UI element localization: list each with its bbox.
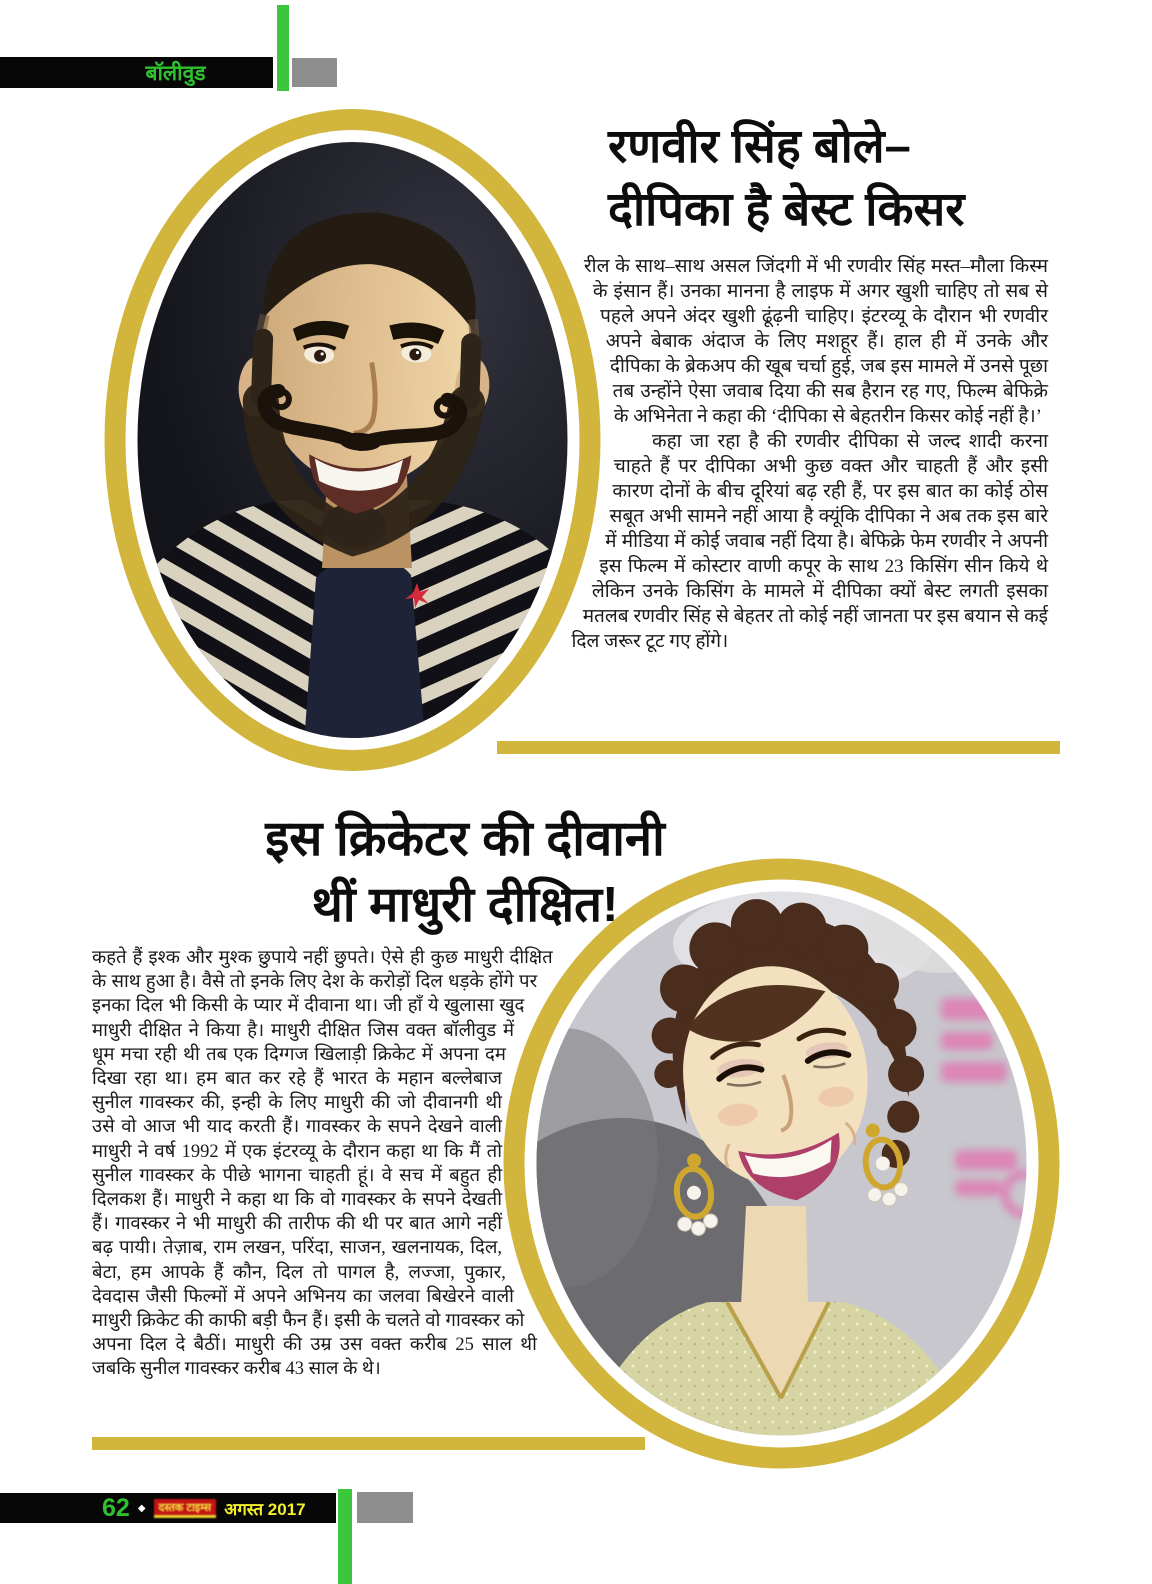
article1-headline (608, 114, 1068, 240)
magazine-logo: दस्तक टाइम्स (154, 1499, 217, 1518)
ranveer-singh-photo (104, 108, 601, 772)
section-label: बॉलीवुड (145, 61, 206, 85)
footer-bar (0, 1493, 336, 1523)
article1-paragraph-1: रील के साथ–साथ असल जिंदगी में भी रणवीर सिंह मस्त–मौला किस्म के इंसान हैं। उनका मानना है लाइफ में अगर खुशी चाहिए तो सब से पहले अपने अंदर खुशी ढूंढ़नी चाहिए। इंटरव्यू के दौरान भी रणवीर अपने बेबाक अंदाज के लिए मशहूर हैं। हाल ही में उनके और दीपिका के ब्रेकअप की खूब चर्चा हुई, जब इस मामले में उनसे पूछा तब उन्होंने ऐसा जवाब दिया की सब हैरान रह गए, फिल्म बेफिक्रे के अभिनेता ने कहा की ‘दीपिका से बेहतरीन किसर कोई नहीं है।’ (583, 256, 1048, 427)
page-number: 62 (102, 1494, 130, 1522)
article2-paragraph-1: कहते हैं इश्क और मुश्क छुपाये नहीं छुपते। ऐसे ही कुछ माधुरी दीक्षित के साथ हुआ है। वैसे तो इनके लिए देश के करोड़ों दिल धड़के होंगे पर इनका दिल भी किसी के प्यार में दीवाना था। जी हाँ ये खुलासा खुद माधुरी दीक्षित ने किया है। माधुरी दीक्षित जिस वक्त बॉलीवुड में धूम मचा रही थी तब एक दिग्गज खिलाड़ी क्रिकेट में अपना दम दिखा रहा था। हम बात कर रहे हैं भारत के महान बल्लेबाज सुनील गावस्कर की, इन्ही के लिए माधुरी की जो दीवानगी थी उसे वो आज भी याद करती हैं। गावस्कर के सपने देखने वाली माधुरी ने वर्ष 1992 में एक इंटरव्यू के दौरान कहा था कि मैं तो सुनील गावस्कर के पीछे भागना चाहती हूं। वे सच में बहुत ही दिलकश हैं। माधुरी ने कहा था कि वो गावस्कर के सपने देखती हैं। गावस्कर ने भी माधुरी की तारीफ की थी पर बात आगे नहीं बढ़ पायी। तेज़ाब, राम लखन, परिंदा, साजन, खलनायक, दिल, बेटा, हम आपके हैं कौन, दिल तो पागल है, लज्जा, पुकार, देवदास जैसी फिल्मों में अपने अभिनय का जलवा बिखेरने वाली माधुरी क्रिकेट की काफी बड़ी फैन हैं। इसी के चलते वो गावस्कर को अपना दिल दे बैठीं। माधुरी की उम्र उस वक्त करीब 25 साल थी जबकि सुनील गावस्कर करीब 43 साल के थे। (92, 948, 553, 1380)
header-section-bar (0, 57, 273, 88)
diamond-separator-icon: ◆ (137, 1502, 146, 1514)
article1-headline-line1: रणवीर सिंह बोले– (608, 119, 911, 172)
footer-gray-accent-rect (357, 1492, 413, 1523)
header-green-accent-bar (277, 5, 289, 91)
footer-green-accent-bar (338, 1489, 352, 1584)
article2-headline-line1: इस क्रिकेटर की दीवानी (265, 812, 665, 866)
article2-headline-line2: थीं माधुरी दीक्षित! (311, 878, 619, 932)
article1-paragraph-2: कहा जा रहा है की रणवीर दीपिका से जल्द शादी करना चाहते हैं पर दीपिका अभी कुछ वक्त और चाहती हैं और इसी कारण दोनों के बीच दूरियां बढ़ रही हैं, पर इस बात का कोई ठोस सबूत अभी सामने नहीं आया है क्यूंकि दीपिका ने अब तक इस बारे में मीडिया में कोई जवाब नहीं दिया है। बेफिक्रे फेम रणवीर ने अपनी इस फिल्म में कोस्टार वाणी कपूर के साथ 23 किसिंग सीन किये थे लेकिन उनके किसिंग के मामले में दीपिका क्यों बेस्ट लगती इसका मतलब रणवीर सिंह से बेहतर तो कोई नहीं जानता पर इस बयान से कई दिल जरूर टूट गए होंगे। (571, 431, 1048, 652)
article1-headline-line2: दीपिका है बेस्ट किसर (608, 182, 965, 235)
madhuri-dixit-photo (503, 858, 1060, 1469)
issue-date: अगस्त 2017 (224, 1499, 306, 1519)
header-gray-accent-rect (292, 58, 337, 87)
